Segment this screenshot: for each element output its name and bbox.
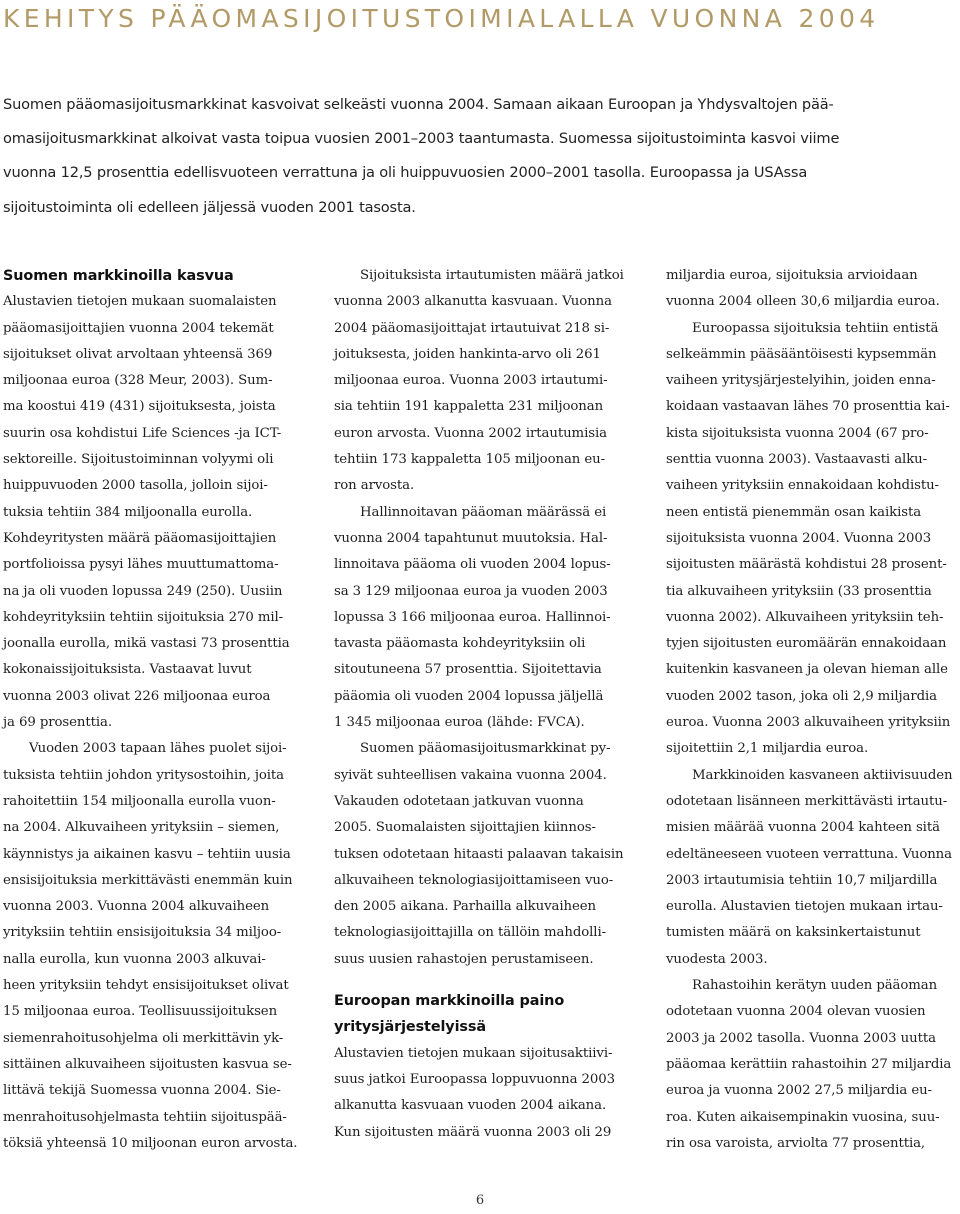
text-line: kokonaissijoituksista. Vastaavat luvut (3, 662, 252, 678)
text-line: Kohdeyritysten määrä pääomasijoittajien (3, 530, 277, 546)
text-line: sijoitettiin 2,1 miljardia euroa. (666, 741, 869, 757)
text-line: tuksia tehtiin 384 miljoonalla eurolla. (3, 504, 253, 520)
text-line: kohdeyrityksiin tehtiin sijoituksia 270 mil- (3, 609, 284, 625)
text-line: Vakauden odotetaan jatkuvan vuonna (334, 793, 584, 809)
intro-line: vuonna 12,5 prosenttia edellisvuoteen verrattuna ja oli huippuvuosien 2000–2001 tasolla. Euroopassa ja USAssa (3, 164, 808, 182)
text-line: 2005. Suomalaisten sijoittajien kiinnos- (334, 820, 596, 836)
text-line: pääomia oli vuoden 2004 lopussa jäljellä (334, 688, 604, 704)
text-line: teknologiasijoittajilla on tällöin mahdolli- (334, 925, 606, 941)
text-line: käynnistys ja aikainen kasvu – tehtiin uusia (3, 846, 291, 862)
text-line: yrityksiin tehtiin ensisijoituksia 34 miljoo- (3, 925, 282, 941)
text-line: ma koostui 419 (431) sijoituksesta, joista (3, 399, 276, 415)
text-line: na ja oli vuoden lopussa 249 (250). Uusiin (3, 583, 283, 599)
text-line: 15 miljoonaa euroa. Teollisuussijoituksen (3, 1004, 278, 1020)
text-line: odotetaan lisänneen merkittävästi irtautu- (666, 793, 948, 809)
text-line: vaiheen yritysjärjestelyihin, joiden enna- (666, 373, 936, 389)
text-line: tuksen odotetaan hitaasti palaavan takaisin (334, 846, 624, 862)
text-line: na 2004. Alkuvaiheen yrityksiin – siemen, (3, 820, 280, 836)
section-spacer (334, 973, 634, 988)
text-line: ron arvosta. (334, 478, 415, 494)
text-line: vuonna 2003 olivat 226 miljoonaa euroa (3, 688, 271, 704)
text-line: den 2005 aikana. Parhailla alkuvaiheen (334, 899, 596, 915)
text-line: Vuoden 2003 tapaan lähes puolet sijoi- (29, 741, 287, 757)
text-line: miljoonaa euroa. Vuonna 2003 irtautumi- (334, 373, 608, 389)
section-heading: Suomen markkinoilla kasvua (3, 268, 234, 284)
text-line: linnoitava pääoma oli vuoden 2004 lopus- (334, 557, 611, 573)
text-line: 2004 pääomasijoittajat irtautuivat 218 si- (334, 320, 610, 336)
text-column-2 (334, 263, 634, 1146)
text-line: ja 69 prosenttia. (3, 715, 112, 731)
text-line: vuonna 2003 alkanutta kasvuaan. Vuonna (334, 294, 612, 310)
intro-line: Suomen pääomasijoitusmarkkinat kasvoivat selkeästi vuonna 2004. Samaan aikaan Euroopan ja Yhdysvaltojen pää- (3, 96, 834, 113)
text-line: sijoituksista vuonna 2004. Vuonna 2003 (666, 530, 932, 546)
text-line: sektoreille. Sijoitustoiminnan volyymi oli (3, 452, 274, 468)
text-line: euron arvosta. Vuonna 2002 irtautumisia (334, 425, 607, 441)
text-line: lopussa 3 166 miljoonaa euroa. Hallinnoi- (334, 609, 611, 625)
text-line: kuitenkin kasvaneen ja olevan hieman alle (666, 662, 948, 678)
text-line: huippuvuoden 2000 tasolla, jolloin sijoi- (3, 478, 268, 494)
text-line: vuoden 2002 tason, joka oli 2,9 miljardia (666, 688, 937, 704)
text-line: euroa. Vuonna 2003 alkuvaiheen yrityksiin (666, 715, 951, 731)
text-line: pääomaa kerättiin rahastoihin 27 miljardia (666, 1056, 952, 1072)
text-line: senttia vuonna 2003). Vastaavasti alku- (666, 452, 928, 468)
text-line: sijoitukset olivat arvoltaan yhteensä 369 (3, 346, 273, 362)
text-line: 2003 irtautumisia tehtiin 10,7 miljardilla (666, 872, 938, 888)
text-line: sitoutuneena 57 prosenttia. Sijoitettavia (334, 662, 602, 678)
text-line: portfolioissa pysyi lähes muuttumattoma- (3, 557, 279, 573)
text-line: vuodesta 2003. (666, 951, 768, 967)
text-line: neen entistä pienemmän osan kaikista (666, 504, 922, 520)
text-line: miljoonaa euroa (328 Meur, 2003). Sum- (3, 373, 273, 389)
text-line: littävä tekijä Suomessa vuonna 2004. Sie- (3, 1083, 281, 1099)
text-line: 2003 ja 2002 tasolla. Vuonna 2003 uutta (666, 1030, 936, 1046)
text-line: tumisten määrä on kaksinkertaistunut (666, 925, 921, 941)
text-line: sia tehtiin 191 kappaletta 231 miljoonan (334, 399, 604, 415)
text-line: siemenrahoitusohjelma oli merkittävin yk- (3, 1030, 284, 1046)
text-line: rin osa varoista, arviolta 77 prosenttia, (666, 1135, 926, 1151)
text-line: nalla eurolla, kun vuonna 2003 alkuvai- (3, 951, 266, 967)
text-line: Kun sijoitusten määrä vuonna 2003 oli 29 (334, 1124, 612, 1140)
section-heading: Euroopan markkinoilla paino (334, 993, 565, 1010)
text-line: tyjen sijoitusten euromäärän ennakoidaan (666, 636, 947, 652)
text-line: menrahoitusohjelmasta tehtiin sijoituspää- (3, 1109, 287, 1125)
text-line: kista sijoituksista vuonna 2004 (67 pro- (666, 425, 929, 441)
text-line: joituksesta, joiden hankinta-arvo oli 261 (334, 346, 601, 362)
text-line: alkanutta kasvuaan vuoden 2004 aikana. (334, 1098, 607, 1114)
text-line: edeltäneeseen vuoteen verrattuna. Vuonna (666, 846, 952, 862)
page-title: KEHITYS PÄÄOMASIJOITUSTOIMIALALLA VUONNA 2004 (3, 4, 880, 33)
text-line: miljardia euroa, sijoituksia arvioidaan (666, 268, 918, 283)
text-line: vaiheen yrityksiin ennakoidaan kohdistu- (666, 478, 939, 494)
intro-paragraph (3, 88, 958, 225)
text-line: sittäinen alkuvaiheen sijoitusten kasvua se- (3, 1056, 292, 1072)
text-line: rahoitettiin 154 miljoonalla eurolla vuon- (3, 793, 276, 809)
text-line: koidaan vastaavan lähes 70 prosenttia kai- (666, 399, 950, 415)
text-line: syivät suhteellisen vakaina vuonna 2004. (334, 767, 607, 783)
intro-line: omasijoitusmarkkinat alkoivat vasta toipua vuosien 2001–2003 taantumasta. Suomessa sijoitustoiminta kasvoi viime (3, 130, 840, 148)
text-line: joonalla eurolla, mikä vastasi 73 prosenttia (3, 636, 290, 652)
section-heading: yritysjärjestelyissä (334, 1019, 486, 1036)
text-line: Suomen pääomasijoitusmarkkinat py- (360, 741, 611, 757)
text-line: vuonna 2002). Alkuvaiheen yrityksiin teh- (666, 609, 944, 625)
text-line: suurin osa kohdistui Life Sciences -ja ICT- (3, 425, 282, 441)
text-line: Alustavien tietojen mukaan suomalaisten (3, 294, 277, 310)
text-line: Hallinnoitavan pääoman määrässä ei (360, 504, 607, 520)
text-line: Alustavien tietojen mukaan sijoitusaktiivi- (334, 1045, 613, 1061)
page-number: 6 (475, 1193, 485, 1208)
text-line: euroa ja vuonna 2002 27,5 miljardia eu- (666, 1083, 932, 1099)
text-line: misien määrää vuonna 2004 kahteen sitä (666, 820, 940, 836)
text-line: odotetaan vuonna 2004 olevan vuosien (666, 1004, 926, 1020)
text-line: selkeämmin pääsääntöisesti kypsemmän (666, 346, 937, 362)
text-line: tavasta pääomasta kohdeyrityksiin oli (334, 636, 586, 652)
text-line: sa 3 129 miljoonaa euroa ja vuoden 2003 (334, 583, 608, 599)
text-line: Markkinoiden kasvaneen aktiivisuuden (692, 767, 953, 783)
text-line: vuonna 2003. Vuonna 2004 alkuvaiheen (3, 899, 270, 915)
text-line: roa. Kuten aikaisempinakin vuosina, suu- (666, 1109, 940, 1125)
text-line: tia alkuvaiheen yrityksiin (33 prosenttia (666, 583, 932, 599)
text-line: 1 345 miljoonaa euroa (lähde: FVCA). (334, 715, 585, 731)
text-line: vuonna 2004 olleen 30,6 miljardia euroa. (666, 294, 940, 310)
text-line: alkuvaiheen teknologiasijoittamiseen vuo- (334, 872, 614, 888)
text-line: heen yrityksiin tehdyt ensisijoitukset olivat (3, 978, 289, 994)
text-line: vuonna 2004 tapahtunut muutoksia. Hal- (334, 530, 608, 546)
text-line: Euroopassa sijoituksia tehtiin entistä (692, 320, 939, 336)
text-line: Rahastoihin kerätyn uuden pääoman (692, 978, 938, 994)
text-column-3 (666, 263, 960, 1157)
text-line: suus jatkoi Euroopassa loppuvuonna 2003 (334, 1071, 615, 1087)
text-line: tuksista tehtiin johdon yritysostoihin, joita (3, 767, 284, 783)
text-line: sijoitusten määrästä kohdistui 28 prosent- (666, 557, 947, 573)
text-line: Sijoituksista irtautumisten määrä jatkoi (360, 268, 624, 283)
text-line: pääomasijoittajien vuonna 2004 tekemät (3, 320, 274, 336)
text-column-1 (3, 263, 303, 1157)
text-line: ensisijoituksia merkittävästi enemmän kuin (3, 872, 293, 888)
text-line: suus uusien rahastojen perustamiseen. (334, 951, 594, 967)
text-line: töksiä yhteensä 10 miljoonan euron arvosta. (3, 1135, 298, 1151)
text-line: eurolla. Alustavien tietojen mukaan irtau- (666, 899, 943, 915)
text-line: tehtiin 173 kappaletta 105 miljoonan eu- (334, 452, 605, 468)
intro-line: sijoitustoiminta oli edelleen jäljessä vuoden 2001 tasosta. (3, 198, 416, 216)
